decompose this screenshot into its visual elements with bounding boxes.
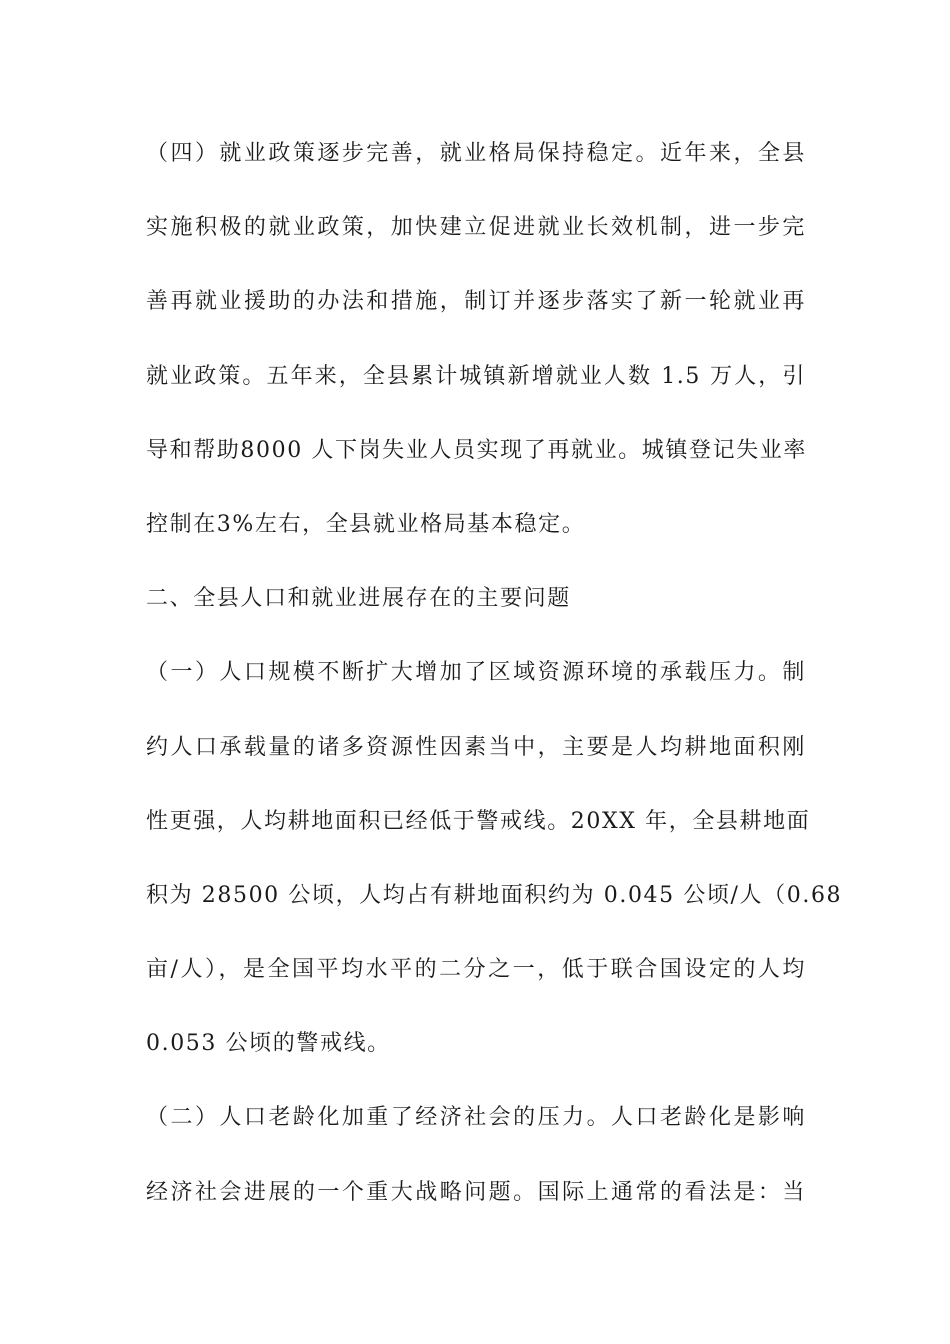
text-line: 导和帮助8000 人下岗失业人员实现了再就业。城镇登记失业率	[146, 437, 807, 463]
text-line: 积为 28500 公顷，人均占有耕地面积约为 0.045 公顷/人（0.68	[146, 882, 843, 908]
text-line: 善再就业援助的办法和措施，制订并逐步落实了新一轮就业再	[146, 289, 806, 315]
text-line: 就业政策。五年来，全县累计城镇新增就业人数 1.5 万人，引	[146, 363, 806, 389]
text-line: 0.053 公顷的警戒线。	[146, 1031, 391, 1057]
text-line: （二）人口老龄化加重了经济社会的压力。人口老龄化是影响	[146, 1105, 806, 1131]
section-heading: 二、全县人口和就业进展存在的主要问题	[146, 586, 571, 612]
text-line: 经济社会进展的一个重大战略问题。国际上通常的看法是：当	[146, 1179, 806, 1205]
text-line: 实施积极的就业政策，加快建立促进就业长效机制，进一步完	[146, 215, 806, 241]
text-line: 控制在3%左右，全县就业格局基本稳定。	[146, 511, 586, 537]
text-line: （一）人口规模不断扩大增加了区域资源环境的承载压力。制	[146, 660, 806, 686]
text-line: 性更强，人均耕地面积已经低于警戒线。20XX 年，全县耕地面	[146, 808, 811, 834]
text-line: 亩/人），是全国平均水平的二分之一，低于联合国设定的人均	[146, 957, 806, 983]
text-line: （四）就业政策逐步完善，就业格局保持稳定。近年来，全县	[146, 141, 806, 166]
text-line: 约人口承载量的诸多资源性因素当中，主要是人均耕地面积刚	[146, 734, 806, 760]
document-body	[146, 124, 843, 1237]
